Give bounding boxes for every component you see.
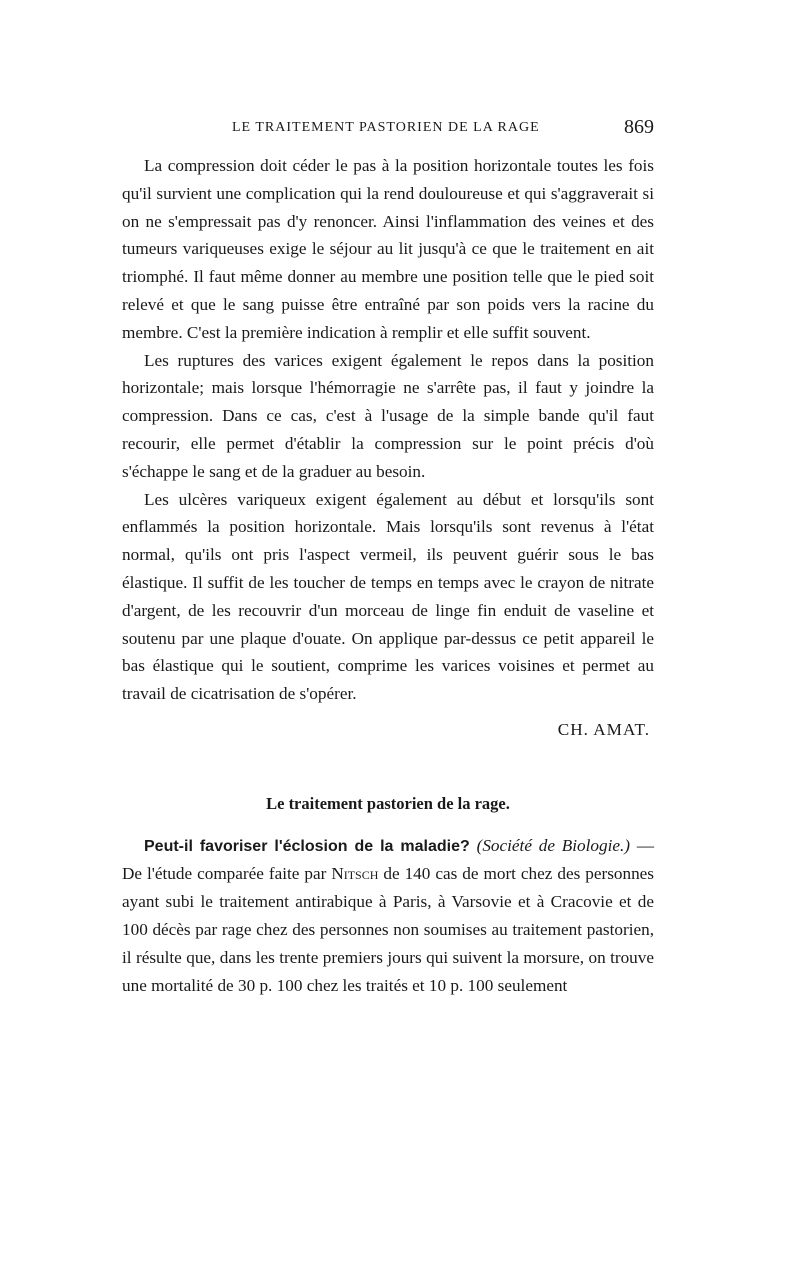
paragraph-ruptures: Les ruptures des varices exigent également le repos dans la position horizontale; mais lorsque l'hémorragie ne s'arrête pas, il faut y joindre la compression. Dans ce cas, c'est à l'usage de la simple bande qu'il faut recourir, elle permet d'établir la compression sur le point précis d'où s'échappe le sang et de la graduer au besoin. — [122, 350, 654, 481]
running-header — [232, 116, 654, 140]
paragraph-rage — [122, 832, 654, 1000]
section-title: Le traitement pastorien de la rage. — [266, 793, 510, 813]
author-signature: CH. AMAT. — [557, 719, 650, 739]
author-name: Nitsch — [331, 864, 379, 884]
source-citation: (Société de Biologie.) — [476, 835, 631, 855]
paragraph-compression: La compression doit céder le pas à la position horizontale toutes les fois qu'il survient une complication qui la rend douloureuse et qui s'aggraverait si on ne s'empressait pas d'y renoncer. Ainsi l'inflammation des veines et des tumeurs variqueuses exige le séjour au lit jusqu'à ce que le traitement en ait triomphé. Il faut même donner au membre une position telle que le pied soit relevé et que le sang puisse être entraîné par son poids vers la racine du membre. C'est la première indication à remplir et elle suffit souvent. — [122, 156, 654, 342]
lead-question: Peut-il favoriser l'éclosion de la maladie? — [144, 837, 470, 855]
paragraph-ulceres: Les ulcères variqueux exigent également au début et lorsqu'ils sont enflammés la position horizontale. Mais lorsqu'ils sont revenus à l'état normal, qu'ils ont pris l'aspect vermeil, ils peuvent guérir sous le bas élastique. Il suffit de les toucher de temps en temps avec le crayon de nitrate d'argent, de les recouvrir d'un morceau de linge fin enduit de vaseline et soutenu par une plaque d'ouate. On applique par-dessus ce petit appareil le bas élastique qui le soutient, comprime les varices voisines et permet au travail de cicatrisation de s'opérer. — [122, 489, 654, 704]
page-number: 869 — [624, 116, 654, 138]
text-part-1: — De l'étude comparée faite par — [122, 835, 655, 884]
running-title: LE TRAITEMENT PASTORIEN DE LA RAGE — [232, 120, 540, 135]
text-part-2: de 140 cas de mort chez des personnes ayant subi le traitement antirabique à Paris, à Varsovie et à Cracovie et de 100 décès par rage chez des personnes non soumises au traitement pastorien, il résulte que, dans les trente premiers jours qui suivent la morsure, on trouve une mortalité de 30 p. 100 chez les traités et 10 p. 100 seulement — [122, 864, 655, 995]
article-body — [122, 152, 654, 999]
